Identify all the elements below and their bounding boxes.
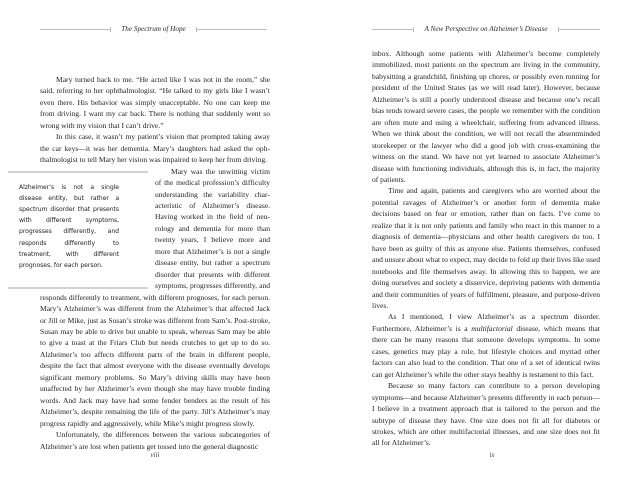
header-rule-left — [372, 29, 414, 30]
paragraph: In this case, it wasn’t my patient’s vision that prompted taking away the car keys—it was her dementia. Mary’s daughters had asked the ophthalmologist to tell Mary her vision was impaired to keep her from driving. — [40, 132, 270, 165]
paragraph: Unfortunately, the differences between the various subcategories of Alzheimer’s are lost when patients get tossed into the general diagnostic — [40, 430, 270, 451]
paragraph: Time and again, patients and caregivers who are worried about the potential ravages of Alzheimer’s or another form of dementia make decisions based on fear or emotion, rather than on facts. I’ve come to realize that it is not only patients and family who react in this manner to a diagnosis of dementia—physicians and other health caregivers do too. I have been as guilty of this as anyone else. Patients themselves, confused and unsure about what to expect, may decide to fold up their lives like used notebooks and file themselves away. In allowing this to happen, we are doing ourselves and society a disservice, depriving patients with dementia and their communities of years of fulfillment, pleasure, and purpose-driven lives. — [372, 186, 600, 310]
right-page — [320, 0, 640, 480]
header-rule-right — [196, 29, 267, 30]
pull-quote — [8, 171, 148, 289]
paragraph: Mary was the unwitting victim of the medical profession’s difficulty understanding the variability characteristic of Alzheimer’s disease. Having worked in the field of neurology and dementia for more than twenty years, I believe more and more that Alzheimer’s is not a single disease entity, but rather a spectrum disorder that presents with different symptoms, progresses differently, and responds differently to treatment, with different prognoses, for each person. Mary’s Alzheimer’s was different from the Alzheimer’s that affected Jack or Jill or Mike, just as Susan’s stroke was different from Sam’s. Post-stroke, Susan may be able to drive but unable to speak, whereas Sam may be able to give a toast at the Friars Club but needs crutches to get up to do so. Alzheimer’s too affects different parts of the brain in different people, despite the fact that almost everyone with the disease eventually develops significant memory problems. So Mary’s driving skills may have been unaffected by her Alzheimer’s even though she may have trouble finding words. And Jack may have had some fender benders as the result of his Alzheimer’s, despite remaining the life of the party. Jill’s Alzheimer’s may progress rapidly and aggressively, while Mike’s might progress slowly. — [40, 166, 270, 428]
emphasis: multifactorial — [471, 323, 513, 333]
page-number: viii — [150, 451, 160, 459]
paragraph: inbox. Although some patients with Alzheimer’s become completely immobilized, most patients on the spectrum are living in the community, babysitting a grandchild, finishing up chores, or possibly even running for president of the United States (as we will read later). However, because Alzheimer’s is still a poorly understood disease and because one’s recall bias tends toward severe cases, the people we remember with the condition are often mute and using a wheelchair, suffering from advanced illness. When we think about the condition, we will not recall the absentminded storekeeper or the lawyer who did a good job with cross-examining the witness on the stand. We have not yet learned to associate Alzheimer’s disease with functioning individuals, although this is, in fact, the majority of patients. — [372, 49, 600, 184]
paragraph: As I mentioned, I view Alzheimer’s as a spectrum disorder. Furthermore, Alzheimer’s is a multifactorial disease, which means that there can be many reasons that someone develops symptoms. In some cases, genetics may play a role, but lifestyle choices and myriad other factors can also lead to the condition. That one of a set of identical twins can get Alzheimer’s while the other stays healthy is testament to this fact. — [372, 312, 600, 379]
paragraph: Because so many factors can contribute to a person developing symptoms—and because Alzheimer’s presents differently in each person—I believe in a treatment approach that is tailored to the person and the subtype of disease they have. One size does not fit all for diabetes or strokes, which are other multifactorial illnesses, and one size does not fit all for Alzheimer’s. — [372, 381, 600, 448]
page-number: ix — [489, 451, 495, 459]
running-head-left — [40, 22, 267, 36]
left-body-text — [19, 74, 270, 452]
book-title: The Spectrum of Hope — [121, 25, 186, 33]
header-rule-right — [558, 29, 600, 30]
header-rule-left — [40, 29, 111, 30]
right-body-text — [372, 48, 600, 449]
paragraph: Mary turned back to me. “He acted like I was not in the room,” she said, referring to her ophthalmologist. “He talked to my girls like I wasn’t even there. His behavior was simply unacceptable. No one can keep me from driving. I want my car back. There is nothing that suddenly went so wrong with my vision that I can’t drive.” — [40, 75, 270, 130]
pull-quote-text: Alzheimer’s is not a single disease entity, but rather a spectrum disorder that presents with different symptoms, progresses differently, and responds differently to treatment, with different prognoses, for each person. — [19, 183, 119, 270]
running-head-right — [372, 22, 600, 36]
chapter-title: A New Perspective on Alzheimer’s Disease — [424, 25, 548, 33]
pull-quote-space — [19, 171, 155, 289]
